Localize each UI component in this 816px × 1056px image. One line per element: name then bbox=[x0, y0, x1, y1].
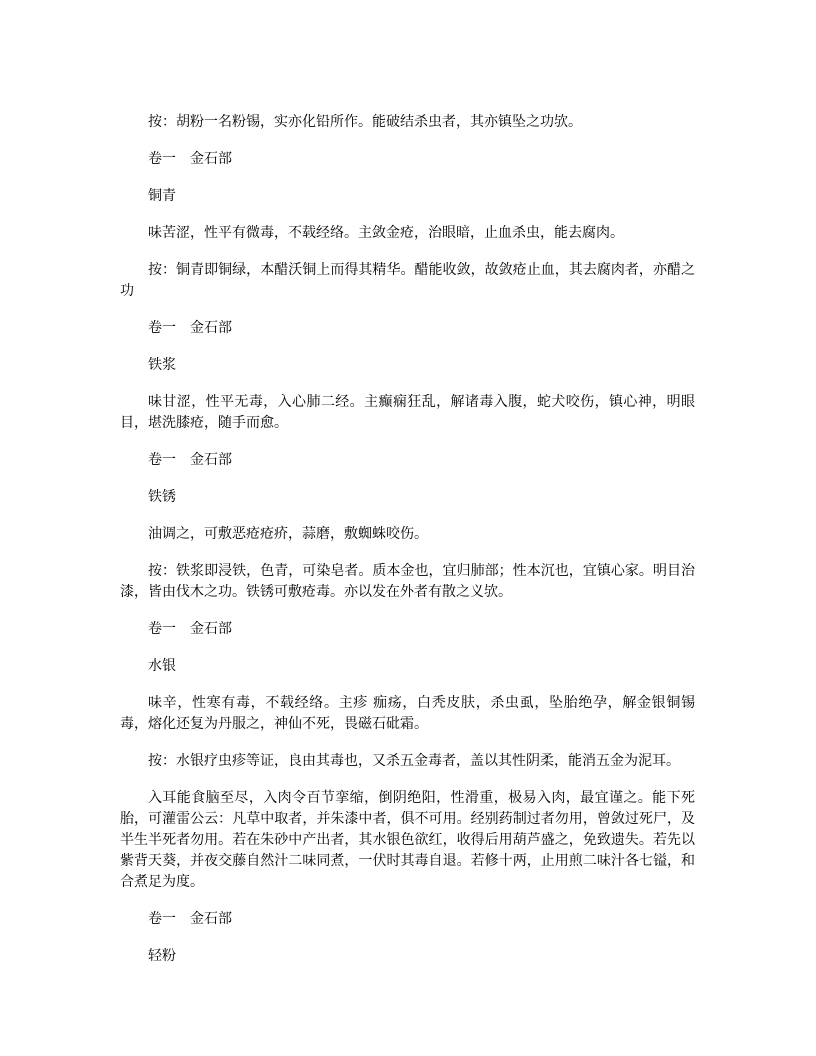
section-header-volume-1: 卷一 金石部 bbox=[148, 911, 232, 927]
entry-title-tong-qing: 铜青 bbox=[148, 188, 176, 204]
document-body bbox=[120, 112, 695, 983]
entry-title-qing-fen: 轻粉 bbox=[148, 948, 176, 964]
paragraph-hu-fen-note: 按：胡粉一名粉锡，实亦化铅所作。能破结杀虫者，其亦镇坠之功欤。 bbox=[148, 114, 582, 130]
paragraph-shui-yin-properties: 味辛，性寒有毒，不载经络。主疹 痂疡，白秃皮肤，杀虫虱，坠胎绝孕，解金银铜锡毒，熔化还复为丹服之，神仙不死，畏磁石砒霜。 bbox=[120, 695, 695, 732]
entry-title-tie-xiu: 铁锈 bbox=[148, 489, 176, 505]
paragraph-tong-qing-properties: 味苦涩，性平有微毒，不载经络。主敛金疮，治眼暗，止血杀虫，能去腐肉。 bbox=[148, 225, 624, 241]
section-header-volume-1: 卷一 金石部 bbox=[148, 151, 232, 167]
paragraph-tie-jiang-properties: 味甘涩，性平无毒，入心肺二经。主癫痫狂乱，解诸毒入腹，蛇犬咬伤，镇心神，明眼目，堪洗膝疮，随手而愈。 bbox=[120, 394, 695, 431]
section-header-volume-1: 卷一 金石部 bbox=[148, 621, 232, 637]
paragraph-tie-xiu-usage: 油调之，可敷恶疮疮疥，蒜磨，敷蜘蛛咬伤。 bbox=[148, 526, 428, 542]
paragraph-tong-qing-note: 按：铜青即铜绿，本醋沃铜上而得其精华。醋能收敛，故敛疮止血，其去腐肉者，亦醋之功 bbox=[120, 262, 695, 299]
paragraph-tie-note: 按：铁浆即浸铁，色青，可染皂者。质本金也，宜归肺部；性本沉也，宜镇心家。明目治漆，皆由伐木之功。铁锈可敷疮毒。亦以发在外者有散之义欤。 bbox=[120, 563, 695, 600]
section-header-volume-1: 卷一 金石部 bbox=[148, 452, 232, 468]
section-header-volume-1: 卷一 金石部 bbox=[148, 320, 232, 336]
paragraph-shui-yin-note: 按：水银疗虫疹等证，良由其毒也，又杀五金毒者，盖以其性阴柔，能消五金为泥耳。 bbox=[148, 753, 680, 769]
entry-title-tie-jiang: 铁浆 bbox=[148, 357, 176, 373]
entry-title-shui-yin: 水银 bbox=[148, 658, 176, 674]
paragraph-shui-yin-warning: 入耳能食脑至尽，入肉令百节挛缩，倒阴绝阳，性滑重，极易入肉，最宜谨之。能下死胎，可灌雷公云：凡草中取者，并朱漆中者，俱不可用。经别药制过者勿用，曾敛过死尸，及半生半死者勿用。若在朱砂中产出者，其水银色欲红，收得后用葫芦盛之，免致遗失。若先以紫背天葵，并夜交藤自然汁二味同煮，一伏时其毒自退。若修十两，止用煎二味汁各七镒，和合煮足为度。 bbox=[120, 790, 695, 890]
